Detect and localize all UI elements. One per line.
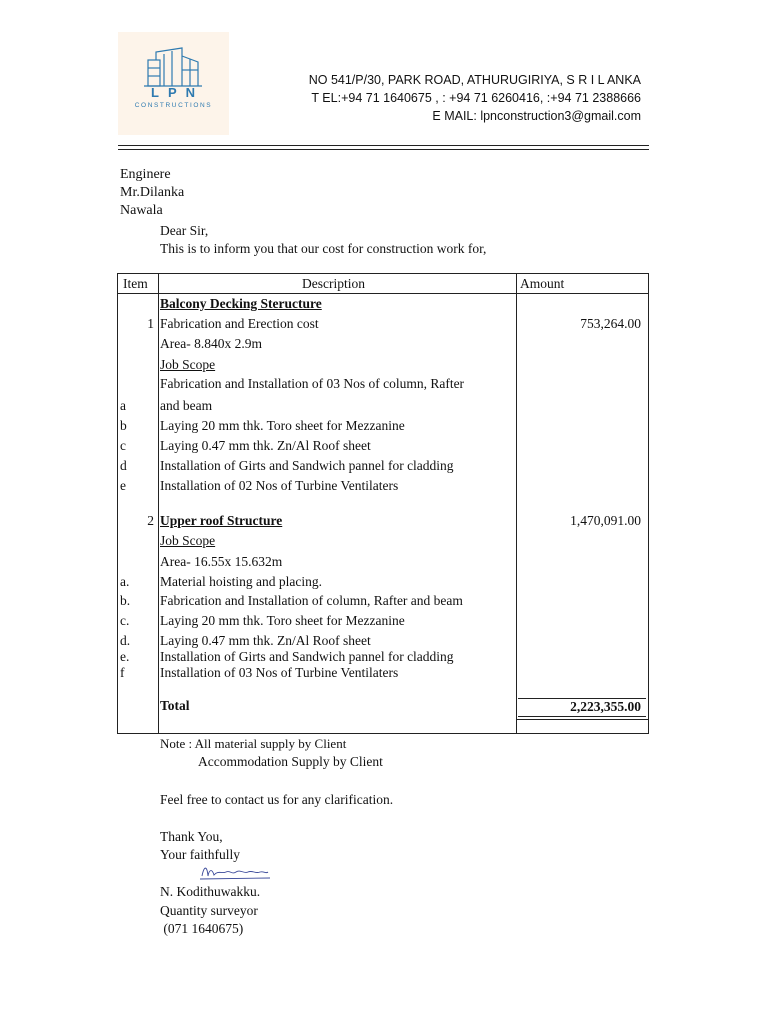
scope-letter: e.: [120, 649, 130, 664]
company-address: NO 541/P/30, PARK ROAD, ATHURUGIRIYA, S R I L ANKA: [308, 73, 641, 87]
note-line: Accommodation Supply by Client: [198, 754, 383, 769]
section2-area: Area- 16.55x 15.632m: [160, 554, 283, 569]
scope-line: Fabrication and Installation of 03 Nos of column, Rafter: [160, 376, 465, 391]
scope-letter: d.: [120, 633, 131, 648]
company-contact-block: [309, 71, 641, 125]
thanks-line: Thank You,: [160, 828, 223, 844]
scope-line: Installation of Girts and Sandwich pannel for cladding: [160, 458, 454, 473]
section2-number: 2: [147, 513, 154, 528]
faithfully-line: Your faithfully: [160, 847, 241, 862]
scope-line: Fabrication and Installation of column, Rafter and beam: [160, 593, 463, 608]
column-divider: [158, 274, 159, 733]
scope-line: and beam: [160, 398, 213, 413]
scope-letter: d: [120, 458, 127, 473]
building-logo-icon: [142, 46, 204, 88]
logo-letters: LPN: [151, 85, 204, 100]
company-phone: T EL:+94 71 1640675 , : +94 71 6260416, :+94 71 2388666: [311, 91, 641, 105]
scope-line: Installation of Girts and Sandwich pannel for cladding: [160, 649, 454, 664]
scope-letter: a: [120, 398, 126, 413]
section2-scope: Job Scope: [160, 533, 216, 548]
scope-line: Installation of 03 Nos of Turbine Ventilaters: [160, 665, 399, 680]
scope-line: Laying 0.47 mm thk. Zn/Al Roof sheet: [160, 438, 371, 453]
header-divider-bottom: [118, 149, 649, 150]
note-line: Note : All material supply by Client: [160, 736, 347, 751]
signature-image: [198, 862, 278, 882]
section2-amount: 1,470,091.00: [570, 513, 641, 528]
total-label: Total: [160, 698, 190, 713]
scope-letter: b.: [120, 593, 131, 608]
company-logo: [118, 32, 229, 135]
salutation: Dear Sir,: [160, 223, 209, 238]
section1-amount: 753,264.00: [580, 316, 641, 331]
recipient-name: Mr.Dilanka: [120, 185, 185, 200]
scope-letter: c.: [120, 613, 130, 628]
section1-title: Balcony Decking Steructure: [160, 296, 322, 311]
closing-block: [160, 791, 393, 865]
recipient-role: Enginere: [120, 167, 171, 182]
scope-line: Laying 20 mm thk. Toro sheet for Mezzanine: [160, 613, 405, 628]
scope-line: Installation of 02 Nos of Turbine Ventilaters: [160, 478, 399, 493]
section1-area: Area- 8.840x 2.9m: [160, 336, 262, 351]
header-amount: Amount: [520, 276, 565, 291]
section1-number: 1: [147, 316, 154, 331]
scope-line: Laying 0.47 mm thk. Zn/Al Roof sheet: [160, 633, 371, 648]
greeting-block: [160, 222, 486, 258]
scope-line: Material hoisting and placing.: [160, 574, 322, 589]
recipient-block: [120, 166, 184, 220]
section2-title: Upper roof Structure: [160, 513, 283, 528]
header-row-divider: [118, 293, 648, 294]
company-email: E MAIL: lpnconstruction3@gmail.com: [432, 109, 641, 123]
total-row-divider: [516, 719, 648, 720]
scope-letter: a.: [120, 574, 130, 589]
header-divider-top: [118, 145, 649, 146]
logo-subtitle: CONSTRUCTIONS: [134, 102, 213, 109]
header-item: Item: [123, 276, 148, 291]
intro-text: This is to inform you that our cost for construction work for,: [160, 241, 487, 256]
recipient-location: Nawala: [120, 203, 163, 218]
scope-letter: e: [120, 478, 126, 493]
scope-letter: c: [120, 438, 126, 453]
header-description: Description: [302, 276, 365, 291]
scope-letter: f: [120, 665, 125, 680]
total-amount: 2,223,355.00: [570, 699, 641, 714]
contact-line: Feel free to contact us for any clarification.: [160, 792, 394, 807]
signer-phone: (071 1640675): [160, 921, 244, 936]
cost-table: [117, 273, 649, 734]
signer-name: N. Kodithuwakku.: [160, 884, 261, 899]
section1-scope: Job Scope: [160, 357, 216, 372]
signer-block: [160, 883, 260, 939]
scope-letter: b: [120, 418, 127, 433]
column-divider: [516, 274, 517, 733]
section1-cost-label: Fabrication and Erection cost: [160, 316, 319, 331]
signer-title: Quantity surveyor: [160, 902, 258, 918]
scope-line: Laying 20 mm thk. Toro sheet for Mezzanine: [160, 418, 405, 433]
